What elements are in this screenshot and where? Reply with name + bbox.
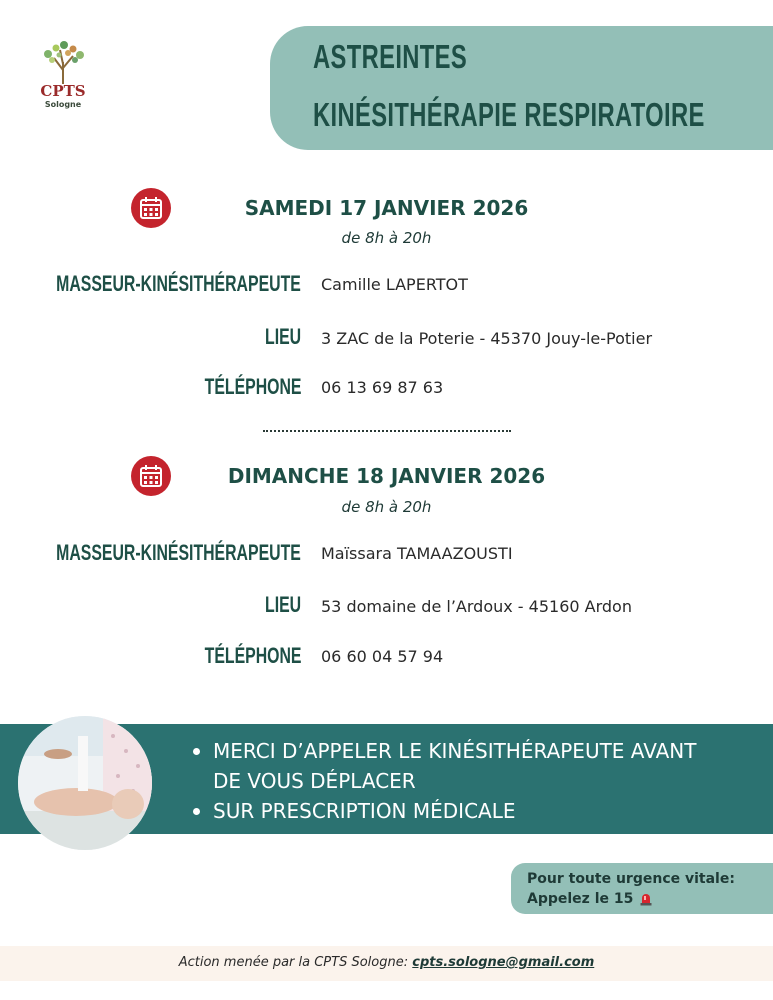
place-label: LIEU	[264, 592, 301, 617]
role-label: MASSEUR-KINÉSITHÉRAPEUTE	[56, 271, 301, 296]
cpts-logo	[30, 40, 100, 112]
header-title-line1: ASTREINTES	[313, 38, 468, 75]
phone-number[interactable]: 06 60 04 57 94	[321, 647, 444, 666]
day-title: SAMEDI 17 JANVIER 2026	[244, 196, 529, 220]
notice-item	[191, 766, 696, 796]
notice-text: DE VOUS DÉPLACER	[213, 769, 416, 793]
notice-item	[191, 796, 696, 826]
address: 53 domaine de l’Ardoux - 45160 Ardon	[321, 597, 632, 616]
practitioner-name: Camille LAPERTOT	[321, 275, 468, 294]
footer-label: Action menée par la CPTS Sologne:	[178, 955, 409, 970]
role-label: MASSEUR-KINÉSITHÉRAPEUTE	[56, 540, 301, 565]
practitioner-name: Maïssara TAMAAZOUSTI	[321, 544, 513, 563]
address: 3 ZAC de la Poterie - 45370 Jouy-le-Potier	[321, 329, 653, 348]
email-link[interactable]: cpts.sologne@gmail.com	[412, 955, 595, 970]
day-hours: de 8h à 20h	[341, 229, 432, 247]
day-hours: de 8h à 20h	[341, 498, 432, 516]
day-title: DIMANCHE 18 JANVIER 2026	[227, 464, 546, 488]
baby-photo	[18, 716, 152, 850]
header-banner	[270, 26, 773, 150]
notice-item	[191, 736, 696, 766]
logo-name: CPTS	[40, 82, 86, 100]
footer-text	[0, 955, 773, 970]
header-title-line2: KINÉSITHÉRAPIE RESPIRATOIRE	[313, 96, 705, 133]
tree-logo-icon	[30, 40, 96, 84]
place-label: LIEU	[264, 324, 301, 349]
phone-label: TÉLÉPHONE	[204, 374, 301, 399]
notice-text: SUR PRESCRIPTION MÉDICALE	[213, 799, 516, 823]
phone-label: TÉLÉPHONE	[204, 643, 301, 668]
phone-number[interactable]: 06 13 69 87 63	[321, 378, 444, 397]
dotted-divider	[263, 430, 511, 432]
urgence-box	[511, 863, 773, 914]
notice-text: MERCI D’APPELER LE KINÉSITHÉRAPEUTE AVANT	[213, 739, 697, 763]
footer	[0, 946, 773, 981]
siren-icon	[639, 892, 653, 906]
logo-subtitle: Sologne	[44, 100, 82, 109]
notice-list	[191, 736, 696, 826]
urgence-line1: Pour toute urgence vitale:	[527, 871, 735, 887]
urgence-line2: Appelez le 15	[527, 891, 634, 907]
